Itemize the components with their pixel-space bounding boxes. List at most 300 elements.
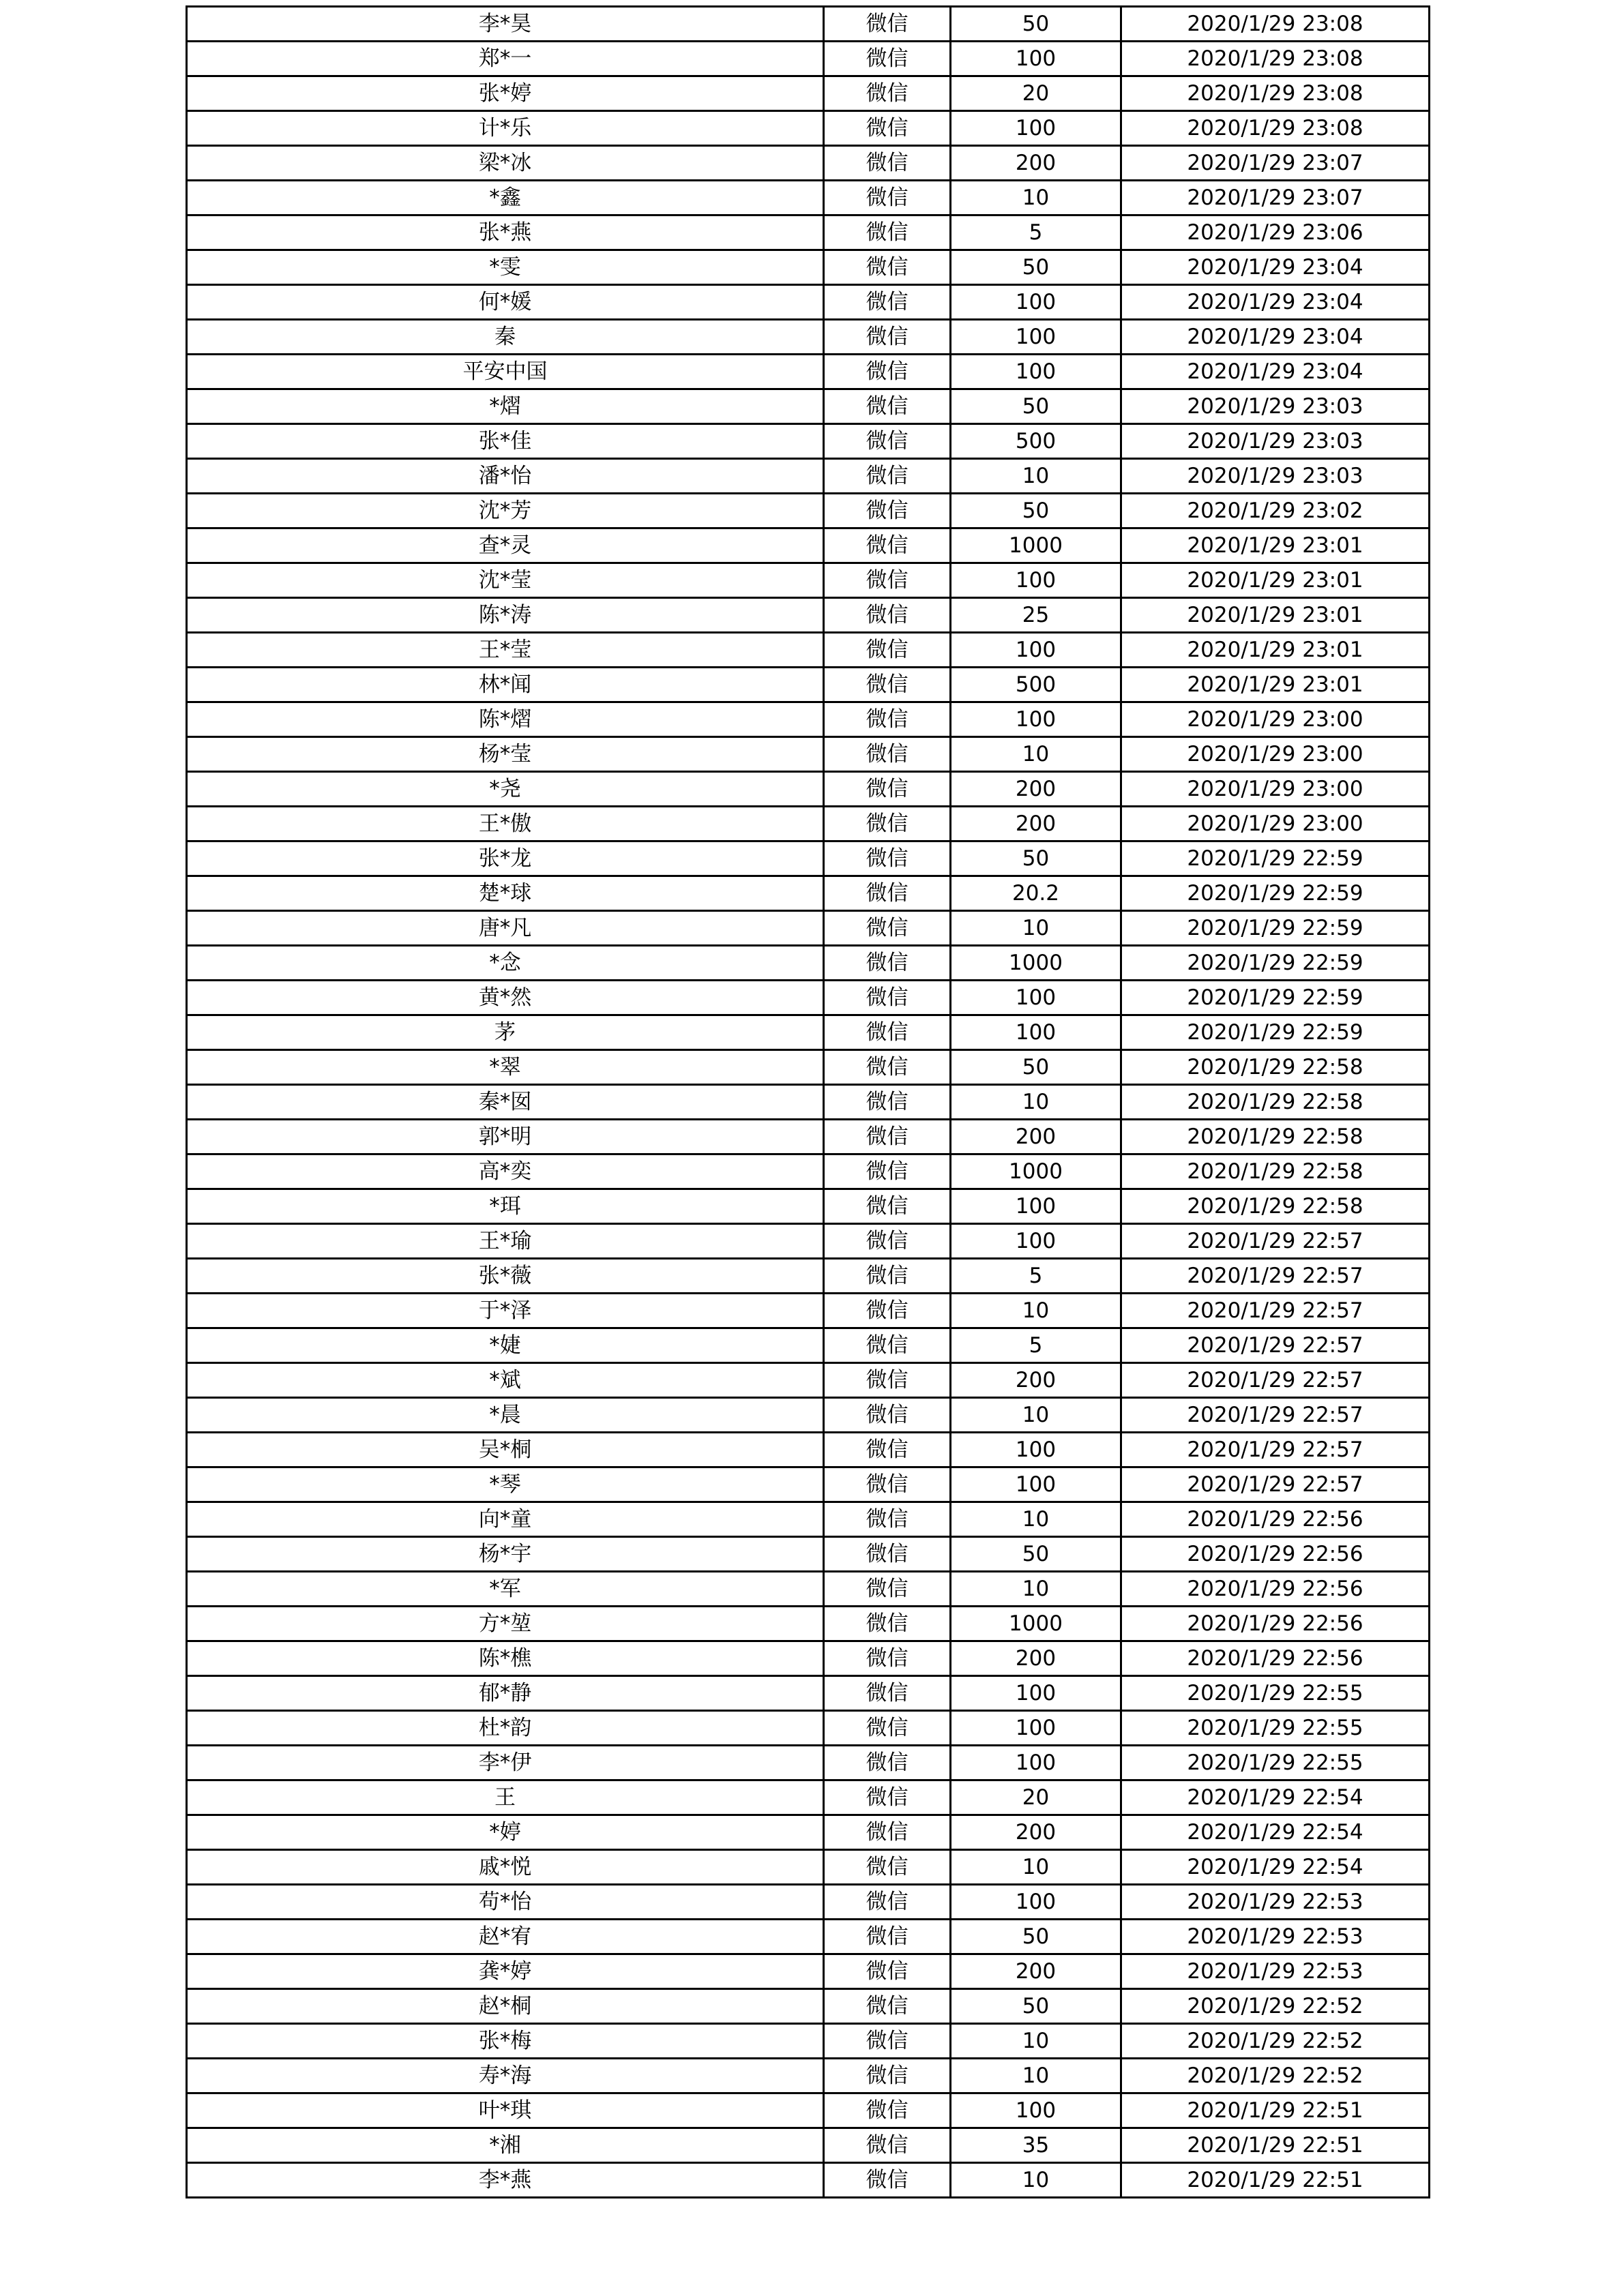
payment-method-cell: 微信 <box>824 1328 951 1363</box>
time-cell: 2020/1/29 23:01 <box>1121 668 1430 702</box>
table-row <box>187 1989 1430 2024</box>
amount-cell: 100 <box>951 1015 1121 1050</box>
amount-cell: 10 <box>951 2059 1121 2093</box>
time-cell: 2020/1/29 23:03 <box>1121 424 1430 459</box>
donor-name-cell: 于*泽 <box>187 1294 824 1328</box>
time-cell: 2020/1/29 22:58 <box>1121 1050 1430 1085</box>
time-cell: 2020/1/29 22:51 <box>1121 2128 1430 2163</box>
payment-method-cell: 微信 <box>824 355 951 389</box>
table-row <box>187 1920 1430 1954</box>
table-row <box>187 772 1430 807</box>
donor-name-cell: 郁*静 <box>187 1676 824 1711</box>
payment-method-cell: 微信 <box>824 1676 951 1711</box>
table-row <box>187 876 1430 911</box>
amount-cell: 200 <box>951 1120 1121 1154</box>
donor-name-cell: 杨*宇 <box>187 1537 824 1572</box>
payment-method-cell: 微信 <box>824 389 951 424</box>
payment-method-cell: 微信 <box>824 1189 951 1224</box>
donor-name-cell: 龚*婷 <box>187 1954 824 1989</box>
table-row <box>187 1537 1430 1572</box>
table-row <box>187 1607 1430 1641</box>
amount-cell: 10 <box>951 1850 1121 1885</box>
amount-cell: 50 <box>951 841 1121 876</box>
amount-cell: 100 <box>951 285 1121 320</box>
time-cell: 2020/1/29 22:59 <box>1121 911 1430 946</box>
donor-name-cell: 吴*桐 <box>187 1433 824 1467</box>
payment-method-cell: 微信 <box>824 1050 951 1085</box>
payment-method-cell: 微信 <box>824 320 951 355</box>
donor-name-cell: 赵*宥 <box>187 1920 824 1954</box>
table-row <box>187 76 1430 111</box>
donor-name-cell: *念 <box>187 946 824 981</box>
time-cell: 2020/1/29 23:07 <box>1121 181 1430 215</box>
table-row <box>187 1328 1430 1363</box>
payment-method-cell: 微信 <box>824 1294 951 1328</box>
amount-cell: 20.2 <box>951 876 1121 911</box>
donor-name-cell: 叶*琪 <box>187 2093 824 2128</box>
time-cell: 2020/1/29 23:04 <box>1121 320 1430 355</box>
payment-method-cell: 微信 <box>824 215 951 250</box>
table-row <box>187 1815 1430 1850</box>
time-cell: 2020/1/29 22:55 <box>1121 1676 1430 1711</box>
donor-name-cell: 楚*球 <box>187 876 824 911</box>
time-cell: 2020/1/29 23:01 <box>1121 598 1430 633</box>
amount-cell: 200 <box>951 1954 1121 1989</box>
amount-cell: 100 <box>951 1467 1121 1502</box>
amount-cell: 200 <box>951 146 1121 181</box>
time-cell: 2020/1/29 22:55 <box>1121 1746 1430 1780</box>
table-row <box>187 2163 1430 2198</box>
table-row <box>187 1850 1430 1885</box>
payment-method-cell: 微信 <box>824 1746 951 1780</box>
donor-name-cell: 李*昊 <box>187 7 824 42</box>
payment-method-cell: 微信 <box>824 2128 951 2163</box>
time-cell: 2020/1/29 22:59 <box>1121 946 1430 981</box>
time-cell: 2020/1/29 23:01 <box>1121 563 1430 598</box>
payment-method-cell: 微信 <box>824 1989 951 2024</box>
table-row <box>187 668 1430 702</box>
amount-cell: 100 <box>951 320 1121 355</box>
payment-method-cell: 微信 <box>824 494 951 528</box>
time-cell: 2020/1/29 23:00 <box>1121 807 1430 841</box>
payment-method-cell: 微信 <box>824 911 951 946</box>
payment-method-cell: 微信 <box>824 1641 951 1676</box>
table-row <box>187 841 1430 876</box>
table-row <box>187 981 1430 1015</box>
payment-method-cell: 微信 <box>824 737 951 772</box>
payment-method-cell: 微信 <box>824 1363 951 1398</box>
donor-name-cell: 陈*樵 <box>187 1641 824 1676</box>
payment-method-cell: 微信 <box>824 981 951 1015</box>
donor-name-cell: 李*伊 <box>187 1746 824 1780</box>
payment-method-cell: 微信 <box>824 7 951 42</box>
amount-cell: 5 <box>951 1328 1121 1363</box>
payment-method-cell: 微信 <box>824 1572 951 1607</box>
amount-cell: 1000 <box>951 1154 1121 1189</box>
table-row <box>187 702 1430 737</box>
table-row <box>187 1467 1430 1502</box>
table-row <box>187 42 1430 76</box>
table-row <box>187 181 1430 215</box>
payment-method-cell: 微信 <box>824 111 951 146</box>
donor-name-cell: 寿*海 <box>187 2059 824 2093</box>
amount-cell: 100 <box>951 1885 1121 1920</box>
donor-name-cell: 杨*莹 <box>187 737 824 772</box>
time-cell: 2020/1/29 22:57 <box>1121 1363 1430 1398</box>
time-cell: 2020/1/29 22:53 <box>1121 1954 1430 1989</box>
table-row <box>187 1502 1430 1537</box>
payment-method-cell: 微信 <box>824 702 951 737</box>
payment-method-cell: 微信 <box>824 772 951 807</box>
donor-name-cell: 唐*凡 <box>187 911 824 946</box>
payment-method-cell: 微信 <box>824 807 951 841</box>
payment-method-cell: 微信 <box>824 76 951 111</box>
donor-name-cell: 黄*然 <box>187 981 824 1015</box>
time-cell: 2020/1/29 22:58 <box>1121 1085 1430 1120</box>
table-row <box>187 494 1430 528</box>
payment-method-cell: 微信 <box>824 1467 951 1502</box>
donor-name-cell: *熠 <box>187 389 824 424</box>
amount-cell: 10 <box>951 1294 1121 1328</box>
amount-cell: 200 <box>951 772 1121 807</box>
payment-method-cell: 微信 <box>824 424 951 459</box>
payment-method-cell: 微信 <box>824 1920 951 1954</box>
table-row <box>187 1363 1430 1398</box>
amount-cell: 50 <box>951 1989 1121 2024</box>
amount-cell: 100 <box>951 1746 1121 1780</box>
payment-method-cell: 微信 <box>824 459 951 494</box>
donor-name-cell: 潘*怡 <box>187 459 824 494</box>
time-cell: 2020/1/29 23:08 <box>1121 7 1430 42</box>
amount-cell: 10 <box>951 1398 1121 1433</box>
table-row <box>187 1572 1430 1607</box>
donor-name-cell: 苟*怡 <box>187 1885 824 1920</box>
amount-cell: 100 <box>951 1676 1121 1711</box>
donation-table-body <box>187 7 1430 2198</box>
donor-name-cell: 张*婷 <box>187 76 824 111</box>
time-cell: 2020/1/29 22:57 <box>1121 1467 1430 1502</box>
donor-name-cell: *斌 <box>187 1363 824 1398</box>
time-cell: 2020/1/29 23:03 <box>1121 459 1430 494</box>
donor-name-cell: 杜*韵 <box>187 1711 824 1746</box>
table-row <box>187 1050 1430 1085</box>
table-row <box>187 389 1430 424</box>
table-row <box>187 946 1430 981</box>
donor-name-cell: 张*梅 <box>187 2024 824 2059</box>
amount-cell: 100 <box>951 702 1121 737</box>
table-row <box>187 1954 1430 1989</box>
amount-cell: 100 <box>951 1433 1121 1467</box>
amount-cell: 200 <box>951 1815 1121 1850</box>
donor-name-cell: 查*灵 <box>187 528 824 563</box>
amount-cell: 1000 <box>951 528 1121 563</box>
table-row <box>187 598 1430 633</box>
time-cell: 2020/1/29 23:08 <box>1121 111 1430 146</box>
amount-cell: 100 <box>951 2093 1121 2128</box>
donor-name-cell: *琴 <box>187 1467 824 1502</box>
donor-name-cell: *湘 <box>187 2128 824 2163</box>
time-cell: 2020/1/29 22:59 <box>1121 876 1430 911</box>
donor-name-cell: *雯 <box>187 250 824 285</box>
time-cell: 2020/1/29 22:55 <box>1121 1711 1430 1746</box>
amount-cell: 200 <box>951 1363 1121 1398</box>
amount-cell: 1000 <box>951 946 1121 981</box>
amount-cell: 100 <box>951 1711 1121 1746</box>
table-row <box>187 2093 1430 2128</box>
table-row <box>187 2128 1430 2163</box>
amount-cell: 10 <box>951 911 1121 946</box>
time-cell: 2020/1/29 23:00 <box>1121 772 1430 807</box>
amount-cell: 20 <box>951 76 1121 111</box>
payment-method-cell: 微信 <box>824 1780 951 1815</box>
donor-name-cell: *翠 <box>187 1050 824 1085</box>
donor-name-cell: 梁*冰 <box>187 146 824 181</box>
amount-cell: 100 <box>951 111 1121 146</box>
payment-method-cell: 微信 <box>824 1954 951 1989</box>
donor-name-cell: *鑫 <box>187 181 824 215</box>
time-cell: 2020/1/29 22:56 <box>1121 1607 1430 1641</box>
donor-name-cell: 陈*涛 <box>187 598 824 633</box>
time-cell: 2020/1/29 23:01 <box>1121 633 1430 668</box>
time-cell: 2020/1/29 23:01 <box>1121 528 1430 563</box>
table-row <box>187 1120 1430 1154</box>
table-row <box>187 1398 1430 1433</box>
table-row <box>187 2059 1430 2093</box>
donor-name-cell: 林*闻 <box>187 668 824 702</box>
time-cell: 2020/1/29 22:52 <box>1121 1989 1430 2024</box>
table-row <box>187 1189 1430 1224</box>
payment-method-cell: 微信 <box>824 1502 951 1537</box>
time-cell: 2020/1/29 22:54 <box>1121 1780 1430 1815</box>
amount-cell: 500 <box>951 668 1121 702</box>
amount-cell: 10 <box>951 737 1121 772</box>
donor-name-cell: 沈*芳 <box>187 494 824 528</box>
table-row <box>187 528 1430 563</box>
time-cell: 2020/1/29 23:00 <box>1121 737 1430 772</box>
donor-name-cell: 高*奕 <box>187 1154 824 1189</box>
time-cell: 2020/1/29 22:52 <box>1121 2059 1430 2093</box>
table-row <box>187 1259 1430 1294</box>
table-row <box>187 911 1430 946</box>
payment-method-cell: 微信 <box>824 181 951 215</box>
donor-name-cell: 向*童 <box>187 1502 824 1537</box>
payment-method-cell: 微信 <box>824 1120 951 1154</box>
time-cell: 2020/1/29 22:58 <box>1121 1189 1430 1224</box>
donor-name-cell: 方*堃 <box>187 1607 824 1641</box>
amount-cell: 50 <box>951 250 1121 285</box>
amount-cell: 5 <box>951 215 1121 250</box>
amount-cell: 10 <box>951 1085 1121 1120</box>
time-cell: 2020/1/29 22:57 <box>1121 1433 1430 1467</box>
donor-name-cell: 王*莹 <box>187 633 824 668</box>
time-cell: 2020/1/29 22:54 <box>1121 1815 1430 1850</box>
table-row <box>187 1224 1430 1259</box>
table-row <box>187 1085 1430 1120</box>
table-row <box>187 1711 1430 1746</box>
table-row <box>187 215 1430 250</box>
time-cell: 2020/1/29 22:51 <box>1121 2093 1430 2128</box>
time-cell: 2020/1/29 22:58 <box>1121 1154 1430 1189</box>
payment-method-cell: 微信 <box>824 1537 951 1572</box>
time-cell: 2020/1/29 22:58 <box>1121 1120 1430 1154</box>
amount-cell: 20 <box>951 1780 1121 1815</box>
amount-cell: 10 <box>951 2163 1121 2198</box>
payment-method-cell: 微信 <box>824 1015 951 1050</box>
table-row <box>187 7 1430 42</box>
time-cell: 2020/1/29 22:56 <box>1121 1641 1430 1676</box>
time-cell: 2020/1/29 23:08 <box>1121 76 1430 111</box>
payment-method-cell: 微信 <box>824 1711 951 1746</box>
table-row <box>187 320 1430 355</box>
amount-cell: 50 <box>951 1537 1121 1572</box>
donor-name-cell: 郭*明 <box>187 1120 824 1154</box>
table-row <box>187 1154 1430 1189</box>
donor-name-cell: 张*龙 <box>187 841 824 876</box>
table-row <box>187 1780 1430 1815</box>
payment-method-cell: 微信 <box>824 2059 951 2093</box>
time-cell: 2020/1/29 23:02 <box>1121 494 1430 528</box>
payment-method-cell: 微信 <box>824 1154 951 1189</box>
donor-name-cell: 李*燕 <box>187 2163 824 2198</box>
time-cell: 2020/1/29 22:53 <box>1121 1885 1430 1920</box>
time-cell: 2020/1/29 22:59 <box>1121 841 1430 876</box>
amount-cell: 10 <box>951 1572 1121 1607</box>
table-row <box>187 285 1430 320</box>
payment-method-cell: 微信 <box>824 1259 951 1294</box>
amount-cell: 5 <box>951 1259 1121 1294</box>
donor-name-cell: 张*燕 <box>187 215 824 250</box>
donor-name-cell: 平安中国 <box>187 355 824 389</box>
table-row <box>187 459 1430 494</box>
table-row <box>187 633 1430 668</box>
time-cell: 2020/1/29 22:53 <box>1121 1920 1430 1954</box>
payment-method-cell: 微信 <box>824 1224 951 1259</box>
amount-cell: 100 <box>951 1224 1121 1259</box>
table-row <box>187 424 1430 459</box>
donor-name-cell: 张*佳 <box>187 424 824 459</box>
donor-name-cell: 计*乐 <box>187 111 824 146</box>
payment-method-cell: 微信 <box>824 1085 951 1120</box>
time-cell: 2020/1/29 22:59 <box>1121 981 1430 1015</box>
payment-method-cell: 微信 <box>824 2024 951 2059</box>
time-cell: 2020/1/29 22:56 <box>1121 1502 1430 1537</box>
donor-name-cell: *婷 <box>187 1815 824 1850</box>
table-row <box>187 146 1430 181</box>
donor-name-cell: 戚*悦 <box>187 1850 824 1885</box>
payment-method-cell: 微信 <box>824 2093 951 2128</box>
payment-method-cell: 微信 <box>824 285 951 320</box>
amount-cell: 50 <box>951 494 1121 528</box>
amount-cell: 100 <box>951 633 1121 668</box>
payment-method-cell: 微信 <box>824 2163 951 2198</box>
table-row <box>187 2024 1430 2059</box>
time-cell: 2020/1/29 22:57 <box>1121 1259 1430 1294</box>
amount-cell: 35 <box>951 2128 1121 2163</box>
donor-name-cell: *婕 <box>187 1328 824 1363</box>
payment-method-cell: 微信 <box>824 876 951 911</box>
donor-name-cell: 秦*囡 <box>187 1085 824 1120</box>
time-cell: 2020/1/29 23:04 <box>1121 355 1430 389</box>
amount-cell: 10 <box>951 2024 1121 2059</box>
time-cell: 2020/1/29 22:57 <box>1121 1294 1430 1328</box>
time-cell: 2020/1/29 22:52 <box>1121 2024 1430 2059</box>
payment-method-cell: 微信 <box>824 1885 951 1920</box>
amount-cell: 200 <box>951 1641 1121 1676</box>
time-cell: 2020/1/29 22:56 <box>1121 1572 1430 1607</box>
time-cell: 2020/1/29 23:08 <box>1121 42 1430 76</box>
donor-name-cell: 王*傲 <box>187 807 824 841</box>
payment-method-cell: 微信 <box>824 1607 951 1641</box>
table-row <box>187 1676 1430 1711</box>
table-row <box>187 1746 1430 1780</box>
donor-name-cell: *珥 <box>187 1189 824 1224</box>
payment-method-cell: 微信 <box>824 1815 951 1850</box>
donor-name-cell: 沈*莹 <box>187 563 824 598</box>
amount-cell: 25 <box>951 598 1121 633</box>
donor-name-cell: *尧 <box>187 772 824 807</box>
amount-cell: 100 <box>951 563 1121 598</box>
time-cell: 2020/1/29 22:56 <box>1121 1537 1430 1572</box>
donor-name-cell: 赵*桐 <box>187 1989 824 2024</box>
amount-cell: 10 <box>951 181 1121 215</box>
donor-name-cell: *晨 <box>187 1398 824 1433</box>
time-cell: 2020/1/29 23:00 <box>1121 702 1430 737</box>
donor-name-cell: 陈*熠 <box>187 702 824 737</box>
time-cell: 2020/1/29 22:57 <box>1121 1328 1430 1363</box>
donor-name-cell: *军 <box>187 1572 824 1607</box>
donor-name-cell: 王 <box>187 1780 824 1815</box>
payment-method-cell: 微信 <box>824 528 951 563</box>
amount-cell: 10 <box>951 1502 1121 1537</box>
time-cell: 2020/1/29 22:59 <box>1121 1015 1430 1050</box>
amount-cell: 100 <box>951 355 1121 389</box>
amount-cell: 100 <box>951 1189 1121 1224</box>
table-row <box>187 563 1430 598</box>
amount-cell: 100 <box>951 981 1121 1015</box>
table-row <box>187 1885 1430 1920</box>
payment-method-cell: 微信 <box>824 1433 951 1467</box>
table-row <box>187 250 1430 285</box>
time-cell: 2020/1/29 23:03 <box>1121 389 1430 424</box>
payment-method-cell: 微信 <box>824 598 951 633</box>
time-cell: 2020/1/29 22:51 <box>1121 2163 1430 2198</box>
amount-cell: 50 <box>951 1920 1121 1954</box>
table-row <box>187 1015 1430 1050</box>
donation-table <box>186 5 1430 2198</box>
payment-method-cell: 微信 <box>824 250 951 285</box>
amount-cell: 1000 <box>951 1607 1121 1641</box>
table-row <box>187 355 1430 389</box>
payment-method-cell: 微信 <box>824 1398 951 1433</box>
time-cell: 2020/1/29 23:04 <box>1121 250 1430 285</box>
payment-method-cell: 微信 <box>824 146 951 181</box>
amount-cell: 100 <box>951 42 1121 76</box>
amount-cell: 50 <box>951 7 1121 42</box>
table-row <box>187 111 1430 146</box>
time-cell: 2020/1/29 22:54 <box>1121 1850 1430 1885</box>
payment-method-cell: 微信 <box>824 841 951 876</box>
table-row <box>187 1294 1430 1328</box>
time-cell: 2020/1/29 22:57 <box>1121 1398 1430 1433</box>
amount-cell: 200 <box>951 807 1121 841</box>
donor-name-cell: 茅 <box>187 1015 824 1050</box>
table-row <box>187 1433 1430 1467</box>
time-cell: 2020/1/29 22:57 <box>1121 1224 1430 1259</box>
amount-cell: 10 <box>951 459 1121 494</box>
donor-name-cell: 王*瑜 <box>187 1224 824 1259</box>
donor-name-cell: 何*媛 <box>187 285 824 320</box>
donor-name-cell: 郑*一 <box>187 42 824 76</box>
